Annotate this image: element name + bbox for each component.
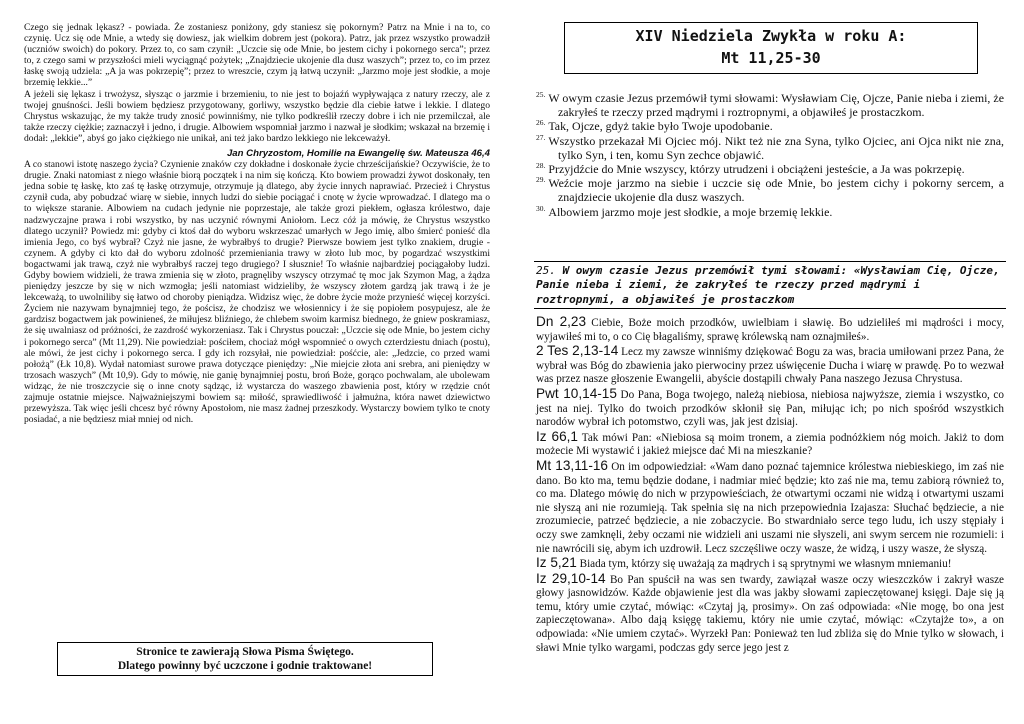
verse-text: Albowiem jarzmo moje jest słodkie, a moje brzemię lekkie. bbox=[548, 204, 833, 219]
verse-number: 26. bbox=[536, 118, 546, 128]
reading bbox=[536, 344, 1004, 387]
reading-text: Ciebie, Boże moich przodków, uwielbiam i sławię. Bo udzieliłeś mi mądrości i mocy, wyjawiłeś mi to, o co Cię błagaliśmy, sprawę królewską nam oznajmiłeś». bbox=[536, 317, 1005, 343]
verse-number: 25. bbox=[536, 264, 556, 277]
right-column bbox=[534, 0, 1004, 724]
reading-reference: Pwt 10,14-15 bbox=[536, 385, 617, 401]
highlighted-verse bbox=[534, 261, 1006, 309]
verse-text: Weźcie moje jarzmo na siebie i uczcie się ode Mnie, bo jestem cichy i pokorny sercem, a znajdziecie ukojenie dla dusz waszych. bbox=[548, 176, 1004, 205]
parallel-readings bbox=[536, 315, 1004, 655]
verse-number: 25. bbox=[536, 90, 546, 100]
source-citation: Jan Chryzostom, Homilie na Ewangelię św. Mateusza 46,4 bbox=[226, 148, 490, 160]
left-column bbox=[24, 0, 490, 425]
page-title bbox=[564, 22, 978, 74]
notice-line: Dlatego powinny być uczczone i godnie traktowane! bbox=[117, 660, 373, 672]
reading-text: Lecz my zawsze winniśmy dziękować Bogu za was, bracia umiłowani przez Pana, że wybrał was Bóg do zbawienia jako pierwociny przez uświęcenie Ducha i wiarę w prawdę. Po to wezwał was przez nasze głoszenie Ewangelii, abyście dostąpili chwały Pana naszego Jezusa Chrystusa. bbox=[536, 346, 1005, 386]
reading-reference: 2 Tes 2,13-14 bbox=[536, 343, 619, 359]
verse-text: Wszystko przekazał Mi Ojciec mój. Nikt też nie zna Syna, tylko Ojciec, ani Ojca nikt nie zna, tylko Syn, i ten, komu Syn zechce objawić. bbox=[548, 133, 1004, 162]
paragraph: A jeżeli się lękasz i trwożysz, słysząc o jarzmie i brzemieniu, to nie jest to bojaźń wypływająca z natury rzeczy, ale z twojej gnuśności. Jeśli bowiem będziesz przygotowany, gorliwy, wszystko będzie dla ciebie łatwe i lekkie. I dlatego Chrystus wskazując, że my także trudy znosić powinniśmy, nie tylko podkreślił rzeczy dobre i ich nie przemilczał, ale także rzeczy ciężkie; zaznaczył i jedno, i drugie. Albowiem wspomniał jarzmo i nazwał je słodkim; wskazał na brzemię i dodał: „lekkie”, abyś go jako ciężkiego nie unikał, ani też jako bardzo lekkiego nie lekceważył. bbox=[24, 88, 490, 144]
verse bbox=[534, 205, 1004, 219]
verse bbox=[534, 134, 1004, 162]
verse bbox=[534, 162, 1004, 176]
title-line: Mt 11,25-30 bbox=[721, 49, 821, 67]
reading-text: Bo Pan spuścił na was sen twardy, zawiązał wasze oczy wieszczków i zakrył wasze głowy jasnowidzów. Każde objawienie jest dla was jakby słowami zapieczętowanej księgi. Daje się ją temu, który umie czytać, mówiąc: «Czytaj ją, prosimy». On zaś odpowiada: «Nie mogę, bo ona jest zapieczętowana». Albo dają księgę takiemu, który nie umie czytać, mówiąc: «Czytajże to», a on odpowiada: «Nie umiem czytać». Wyrzekł Pan: Ponieważ ten lud zbliża się do Mnie tylko w słowach, i sławi Mnie tylko wargami, podczas gdy serce jego jest z bbox=[536, 573, 1005, 654]
reading bbox=[536, 430, 1004, 459]
verse-text: Tak, Ojcze, gdyż takie było Twoje upodobanie. bbox=[548, 119, 773, 134]
reading bbox=[536, 572, 1004, 656]
gospel-verses bbox=[534, 91, 1004, 219]
reading bbox=[536, 315, 1004, 344]
commentary-text bbox=[24, 22, 490, 144]
reading-text: Do Pana, Boga twojego, należą niebiosa, niebiosa najwyższe, ziemia i wszystko, co jest na niej. Tylko do twoich przodków skłonił się Pan, miłując ich; po nich spośród wszystkich narodów wybrał ich potomstwo, czyli was, jak jest dzisiaj. bbox=[536, 388, 1004, 429]
verse-number: 29. bbox=[536, 175, 546, 185]
reading-reference: Mt 13,11-16 bbox=[536, 457, 608, 473]
reading-text: Biada tym, którzy się uważają za mądrych i są sprytnymi we własnym mniemaniu! bbox=[579, 558, 952, 571]
verse bbox=[534, 176, 1004, 204]
notice-box bbox=[57, 642, 433, 676]
reading-reference: Dn 2,23 bbox=[536, 314, 587, 329]
verse bbox=[534, 119, 1004, 133]
reading bbox=[536, 387, 1004, 430]
paragraph: A co stanowi istotę naszego życia? Czynienie znaków czy dokładne i doskonałe życie chrześcijańskie? Oczywiście, że to drugie. Znaki natomiast z niego właśnie biorą początek i na nim się kończą. Kto bowiem prowadzi żywot doskonały, ten jedna sobie tę łaskę, kto zaś tę łaskę otrzymuje, otrzymuje ją dlatego, aby życie innych naprawiać. Przecież i Chrystus czynił cuda, aby pobudzać wiarę w siebie, innych ludzi do siebie pociągać i cnotę w życie wprowadzać. I dlatego ma o to większe staranie. Albowiem na cudach jedynie nie poprzestaje, ale także grozi piekłem, ogłasza królestwo, daje nadzwyczajne prawa i robi wszystko, by nas uczynić równymi Aniołom. Lecz cóż ja mówię, że Chrystus wszystko dlatego uczynił? Powiedz mi: gdyby ci ktoś dał do wyboru wskrzeszać umarłych w Jego imię, albo śmierć ponieść dla imienia Jego, co byś wybrał? Czyż nie jasne, że wybrałbyś to drugie? Pierwsze bowiem jest tylko znakiem, drugie - czynem. A gdyby ci kto dał do wyboru zdolność przemieniania trawy w złoto lub moc, by pogardzać wszystkimi bogactwami jak trawą, czyż nie wybrałbyś raczej tego drugiego? I słusznie! To właśnie najbardziej pociągałoby ludzi. Gdyby bowiem widzieli, że trawa zmienia się w złoto, pragnęliby wszyscy otrzymać tę moc jak Szymon Mag, a żądza pieniędzy jeszcze by się w nich wzmogła; jeśli natomiast widzieliby, że wszyscy złotem gardzą jak trawą i że je lekceważą, to uwolniliby się łatwo od choroby pieniądza. Widzisz więc, że dobre życie może przynieść więcej korzyści. Życiem nie nazywam bynajmniej tego, że pościsz, że chodzisz we włosiennicy i że się popiołem posypujesz, ale że gardzisz bogactwem jak powinieneś, że miłujesz bliźniego, że chlebem swoim karmisz biednego, że gniew poskramiasz, że się uwalniasz od próżności, że zazdrość wykorzeniasz. Tak i Chrystus pouczał: „Uczcie się ode Mnie, bo jestem cichy i pokornego serca” (Mt 11,29). Nie powiedział: pościłem, chociaż mógł wspomnieć o owych czterdziestu dniach (postu), ale mówi, że jest cichy i pokornego serca. I gdy ich rozsyłał, nie powiedział: pośćcie, ale: „Jedzcie, co przed wami położą” (Łk 10,8). Wydał natomiast surowe prawa dotyczące pieniędzy: „Nie miejcie złota ani srebra, ani pieniędzy w trzosach waszych” (Mt 10,9). Gdy to mówię, nie ganię bynajmniej postu, broń Boże, gorąco pochwalam, ale ubolewam widząc, że nie troszczycie się o inne cnoty sądząc, iż wystarcza do waszego zbawienia post, który w rzędzie cnót zajmuje ostatnie miejsce. Najważniejszymi bowiem są: miłość, sprawiedliwość i jałmużna, która nawet dziewictwo przewyższa. Tak więc jeśli chcesz być równy Apostołom, nie masz żadnej przeszkody. Wystarczy bowiem tylko te cnoty posiadać, a nie będziesz miał mniej od nich. bbox=[24, 159, 490, 426]
reading-reference: Iz 66,1 bbox=[536, 428, 578, 444]
verse-text: Przyjdźcie do Mnie wszyscy, którzy utrudzeni i obciążeni jesteście, a Ja was pokrzepię. bbox=[548, 162, 965, 177]
verse-number: 27. bbox=[536, 132, 546, 142]
title-line: XIV Niedziela Zwykła w roku A: bbox=[635, 27, 907, 45]
verse-text: W owym czasie Jezus przemówił tymi słowami: «Wysławiam Cię, Ojcze, Panie nieba i ziemi, że zakryłeś te rzeczy przed mądrymi i roztropnymi, a objawiłeś je prostaczkom bbox=[536, 264, 1000, 306]
verse bbox=[534, 91, 1004, 119]
reading bbox=[536, 459, 1004, 556]
notice-line: Stronice te zawierają Słowa Pisma Świętego. bbox=[136, 646, 354, 658]
reading-text: On im odpowiedział: «Wam dano poznać tajemnice królestwa niebieskiego, im zaś nie dano. Bo kto ma, temu będzie dodane, i nadmiar mieć będzie; kto zaś nie ma, temu zabiorą również to, co ma. Dlatego mówię do nich w przypowieściach, że otwartymi oczami nie widzą i otwartymi uszami nie słyszą ani nie rozumieją. Tak spełnia się na nich przepowiednia Izajasza: Słuchać będziecie, a nie zrozumiecie, patrzeć będziecie, a nie zobaczycie. Bo stwardniało serce tego ludu, ich uszy stępiały i oczy swe zamknęli, żeby oczami nie widzieli ani uszami nie słyszeli, ani swym sercem nie rozumieli: i nie nawrócili się, abym ich uzdrowił. Lecz szczęśliwe oczy wasze, że widzą, i uszy wasze, że słyszą. bbox=[536, 460, 1004, 555]
verse-text: W owym czasie Jezus przemówił tymi słowami: Wysławiam Cię, Ojcze, Panie nieba i ziemi, że zakryłeś te rzeczy przed mądrymi i roztropnymi, a objawiłeś je prostaczkom. bbox=[548, 91, 1004, 120]
verse-number: 28. bbox=[536, 161, 546, 171]
reading-reference: Iz 5,21 bbox=[536, 555, 577, 571]
verse-number: 30. bbox=[536, 203, 546, 213]
reading-text: Tak mówi Pan: «Niebiosa są moim tronem, a ziemia podnóżkiem nóg moich. Jakiż to dom możecie Mi wystawić i jakież miejsce dać Mi na mieszkanie? bbox=[536, 431, 1004, 458]
paragraph: Czego się jednak lękasz? - powiada. Że zostaniesz poniżony, gdy staniesz się pokornym? Patrz na Mnie i na to, co czynię. Ucz się ode Mnie, a wtedy się dowiesz, jak wielkim dobrem jest (pokora). Patrz, jak przez wszystko prowadził (uczniów swoich) do pokory. Przez to, co sam czynił: „Uczcie się ode Mnie, bo jestem cichy i pokornego serca”; przez to, z czego sami w przyszłości mieli wyciągnąć pożytek; „Znajdziecie ukojenie dla dusz waszych”; przez to, co im przez łaskę swoją udziela: „A ja was pokrzepię”; przez to wreszcie, czym ją łatwą uczynił: „Jarzmo moje jest słodkie, a moje brzemię lekkie...” bbox=[24, 22, 490, 89]
reading bbox=[536, 556, 1004, 572]
reading-reference: Iz 29,10-14 bbox=[536, 570, 606, 586]
